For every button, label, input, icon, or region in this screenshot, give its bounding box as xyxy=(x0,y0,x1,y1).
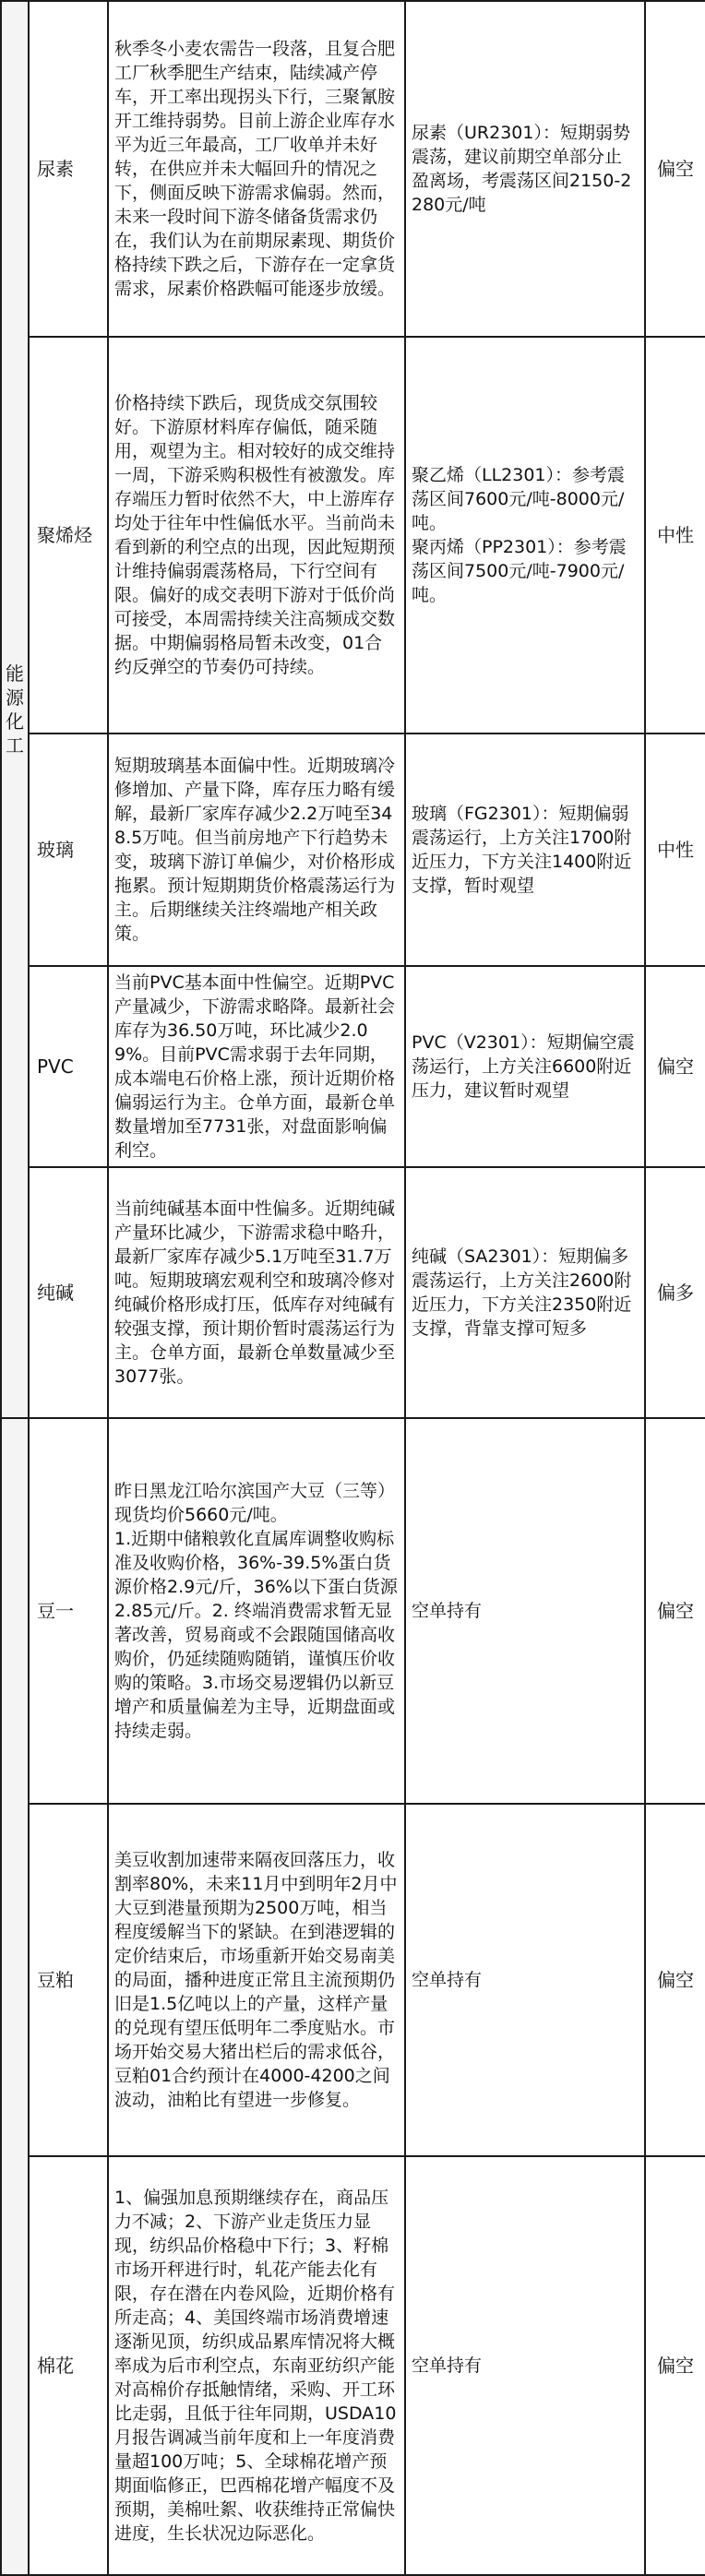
view-label: 偏空 xyxy=(645,1804,705,2156)
table-row xyxy=(1,1,705,337)
commodity-name: PVC xyxy=(29,966,108,1167)
analysis-text: 1、偏强加息预期继续存在，商品压力不减；2、下游产业走货压力显现，纺织品价格稳中下行；3、籽棉市场开秤进行时，轧花产能去化有限，存在潜在内卷风险，近期价格有所走高；4、美国终端市场消费增速逐渐见顶，纺织成品累库情况将大概率成为后市利空点，东南亚纺织产能对高棉价存抵触情绪，采购、开工环比走弱，且低于往年同期，USDA10月报告调减当前年度和上一年度消费量超100万吨；5、全球棉花增产预期面临修正，巴西棉花增产幅度不及预期，美棉吐絮、收获维持正常偏快进度，生长状况边际恶化。 xyxy=(108,2156,405,2575)
strategy-text: 纯碱（SA2301）：短期偏多震荡运行，上方关注2600附近压力，下方关注2350附近支撑，背靠支撑可短多 xyxy=(405,1167,645,1418)
category-agriculture xyxy=(1,1418,29,2575)
commodity-name: 豆一 xyxy=(29,1418,108,1804)
table-row xyxy=(1,733,705,966)
table-row xyxy=(1,337,705,733)
analysis-text: 秋季冬小麦农需告一段落，且复合肥工厂秋季肥生产结束，陆续减产停车，开工率出现拐头下行，三聚氰胺开工维持弱势。目前上游企业库存水平为近三年最高，工厂收单并未好转，在供应并未大幅回升的情况之下，侧面反映下游需求偏弱。然而，未来一段时间下游冬储备货需求仍在，我们认为在前期尿素现、期货价格持续下跌之后，下游存在一定拿货需求，尿素价格跌幅可能逐步放缓。 xyxy=(108,1,405,337)
strategy-text: 空单持有 xyxy=(405,1804,645,2156)
strategy-text xyxy=(405,337,645,733)
commodity-name: 聚烯烃 xyxy=(29,337,108,733)
table-row xyxy=(1,1418,705,1804)
commodity-name: 玻璃 xyxy=(29,733,108,966)
commodity-name: 尿素 xyxy=(29,1,108,337)
view-label: 偏空 xyxy=(645,2156,705,2575)
strategy-text: 空单持有 xyxy=(405,1418,645,1804)
view-label: 偏空 xyxy=(645,966,705,1167)
analysis-text-content: 昨日黑龙江哈尔滨国产大豆（三等）现货均价5660元/吨。 1.近期中储粮敦化直属库调整收购标准及收购价格，36%-39.5%蛋白货源价格2.9元/斤，36%以下蛋白货源2.85元/斤。2. 终端消费需求暂无显著改善，贸易商或不会跟随国储高收购价，仍延续随购随销，谨慎压价收购的策略。3.市场交易逻辑仍以新豆增产和质量偏差为主导，近期盘面或持续走弱。 xyxy=(114,1481,398,1741)
analysis-text: 美豆收割加速带来隔夜回落压力，收割率80%，未来11月中到明年2月中大豆到港量预期为2500万吨，相当程度缓解当下的紧缺。在到港逻辑的定价结束后，市场重新开始交易南美的局面，播种进度正常且主流预期仍旧是1.5亿吨以上的产量，这样产量的兑现有望压低明年二季度贴水。市场开始交易大猪出栏后的需求低谷，豆粕01合约预计在4000-4200之间波动，油粕比有望进一步修复。 xyxy=(108,1804,405,2156)
strategy-text: 玻璃（FG2301）：短期偏弱震荡运行，上方关注1700附近压力，下方关注1400附近支撑，暂时观望 xyxy=(405,733,645,966)
commodity-name: 纯碱 xyxy=(29,1167,108,1418)
table-row xyxy=(1,1804,705,2156)
table-row xyxy=(1,966,705,1167)
analysis-text: 当前PVC基本面中性偏空。近期PVC产量减少，下游需求略降。最新社会库存为36.50万吨，环比减少2.09%。目前PVC需求弱于去年同期，成本端电石价格上涨，预计近期价格偏弱运行为主。仓单方面，最新仓单数量增加至7731张，对盘面影响偏利空。 xyxy=(108,966,405,1167)
strategy-text: 空单持有 xyxy=(405,2156,645,2575)
analysis-text: 短期玻璃基本面偏中性。近期玻璃冷修增加、产量下降，库存压力略有缓解，最新厂家库存减少2.2万吨至348.5万吨。但当前房地产下行趋势未变，玻璃下游订单偏少，对价格形成拖累。预计短期期货价格震荡运行为主。后期继续关注终端地产相关政策。 xyxy=(108,733,405,966)
commodity-name: 棉花 xyxy=(29,2156,108,2575)
view-label: 偏空 xyxy=(645,1418,705,1804)
strategy-text: 尿素（UR2301）：短期弱势震荡，建议前期空单部分止盈离场，考震荡区间2150-2280元/吨 xyxy=(405,1,645,337)
view-label: 中性 xyxy=(645,337,705,733)
table-row xyxy=(1,2156,705,2575)
strategy-text-content: 聚乙烯（LL2301）：参考震荡区间7600元/吨-8000元/吨。 聚丙烯（PP2301）：参考震荡区间7500元/吨-7900元/吨。 xyxy=(412,465,627,605)
category-label: 能源化工 xyxy=(6,662,24,757)
table-row xyxy=(1,1167,705,1418)
category-energy-chemical xyxy=(1,1,29,1418)
commodity-name: 豆粕 xyxy=(29,1804,108,2156)
strategy-text: PVC（V2301）：短期偏空震荡运行，上方关注6600附近压力，建议暂时观望 xyxy=(405,966,645,1167)
analysis-text: 当前纯碱基本面中性偏多。近期纯碱产量环比减少，下游需求稳中略升，最新厂家库存减少5.1万吨至31.7万吨。短期玻璃宏观利空和玻璃冷修对纯碱价格形成打压，低库存对纯碱有较强支撑，预计期价暂时震荡运行为主。仓单方面，最新仓单数量减少至3077张。 xyxy=(108,1167,405,1418)
view-label: 偏多 xyxy=(645,1167,705,1418)
view-label: 偏空 xyxy=(645,1,705,337)
analysis-text xyxy=(108,1418,405,1804)
view-label: 中性 xyxy=(645,733,705,966)
analysis-text: 价格持续下跌后，现货成交氛围较好。下游原材料库存偏低，随采随用，观望为主。相对较好的成交维持一周，下游采购积极性有被激发。库存端压力暂时依然不大，中上游库存均处于往年中性偏低水平。当前尚未看到新的利空点的出现，因此短期预计维持偏弱震荡格局，下行空间有限。偏好的成交表明下游对于低价尚可接受，本周需持续关注高频成交数据。中期偏弱格局暂未改变，01合约反弹空的节奏仍可持续。 xyxy=(108,337,405,733)
